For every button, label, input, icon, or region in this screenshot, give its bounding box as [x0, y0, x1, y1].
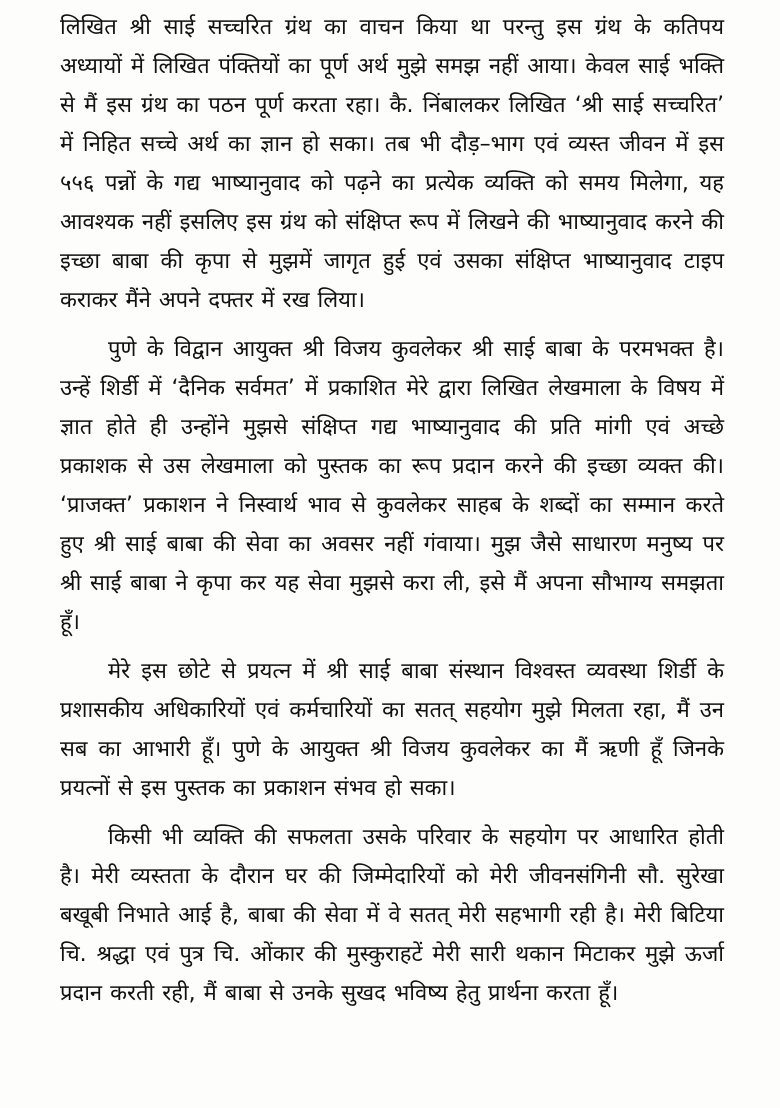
paragraph-4: किसी भी व्यक्ति की सफलता उसके परिवार के सहयोग पर आधारित होती है। मेरी व्यस्तता के दौरान घर की जिम्मेदारियों को मेरी जीवनसंगिनी सौ. सुरेखा बखूबी निभाते आई है, बाबा की सेवा में वे सतत् मेरी सहभागी रही है। मेरी बिटिया चि. श्रद्धा एवं पुत्र चि. ओंकार की मुस्कुराहटें मेरी सारी थकान मिटाकर मुझे ऊर्जा प्रदान करती रही, मैं बाबा से उनके सुखद भविष्य हेतु प्रार्थना करता हूँ।	[60, 825, 724, 1006]
paragraph-1: लिखित श्री साई सच्चरित ग्रंथ का वाचन किया था परन्तु इस ग्रंथ के कतिपय अध्यायों में लिखित पंक्तियों का पूर्ण अर्थ मुझे समझ नहीं आया। केवल साई भक्ति से मैं इस ग्रंथ का पठन पूर्ण करता रहा। कै. निंबालकर लिखित ‘श्री साई सच्चरित’ में निहित सच्चे अर्थ का ज्ञान हो सका। तब भी दौड़–भाग एवं व्यस्त जीवन में इस ५५६ पन्नों के गद्य भाष्यानुवाद को पढ़ने का प्रत्येक व्यक्ति को समय मिलेगा, यह आवश्यक नहीं इसलिए इस ग्रंथ को संक्षिप्त रूप में लिखने की भाष्यानुवाद करने की इच्छा बाबा की कृपा से मुझमें जागृत हुई एवं उसका संक्षिप्त भाष्यानुवाद टाइप कराकर मैंने अपने दफ्तर में रख लिया।	[60, 15, 724, 313]
paragraph-3: मेरे इस छोटे से प्रयत्न में श्री साई बाबा संस्थान विश्वस्त व्यवस्था शिर्डी के प्रशासकीय अधिकारियों एवं कर्मचारियों का सतत् सहयोग मुझे मिलता रहा, मैं उन सब का आभारी हूँ। पुणे के आयुक्त श्री विजय कुवलेकर का मैं ऋणी हूँ जिनके प्रयत्नों से इस पुस्तक का प्रकाशन संभव हो सका।	[60, 659, 724, 801]
body-text	[60, 8, 724, 1023]
paragraph-2: पुणे के विद्वान आयुक्त श्री विजय कुवलेकर श्री साई बाबा के परमभक्त है। उन्हें शिर्डी में ‘दैनिक सर्वमत’ में प्रकाशित मेरे द्वारा लिखित लेखमाला के विषय में ज्ञात होते ही उन्होंने मुझसे संक्षिप्त गद्य भाष्यानुवाद की प्रति मांगी एवं अच्छे प्रकाशक से उस लेखमाला को पुस्तक का रूप प्रदान करने की इच्छा व्यक्त की। ‘प्राजक्त’ प्रकाशन ने निस्वार्थ भाव से कुवलेकर साहब के शब्दों का सम्मान करते हुए श्री साई बाबा की सेवा का अवसर नहीं गंवाया। मुझ जैसे साधारण मनुष्य पर श्री साई बाबा ने कृपा कर यह सेवा मुझसे करा ली, इसे मैं अपना सौभाग्य समझता हूँ।	[60, 337, 724, 635]
